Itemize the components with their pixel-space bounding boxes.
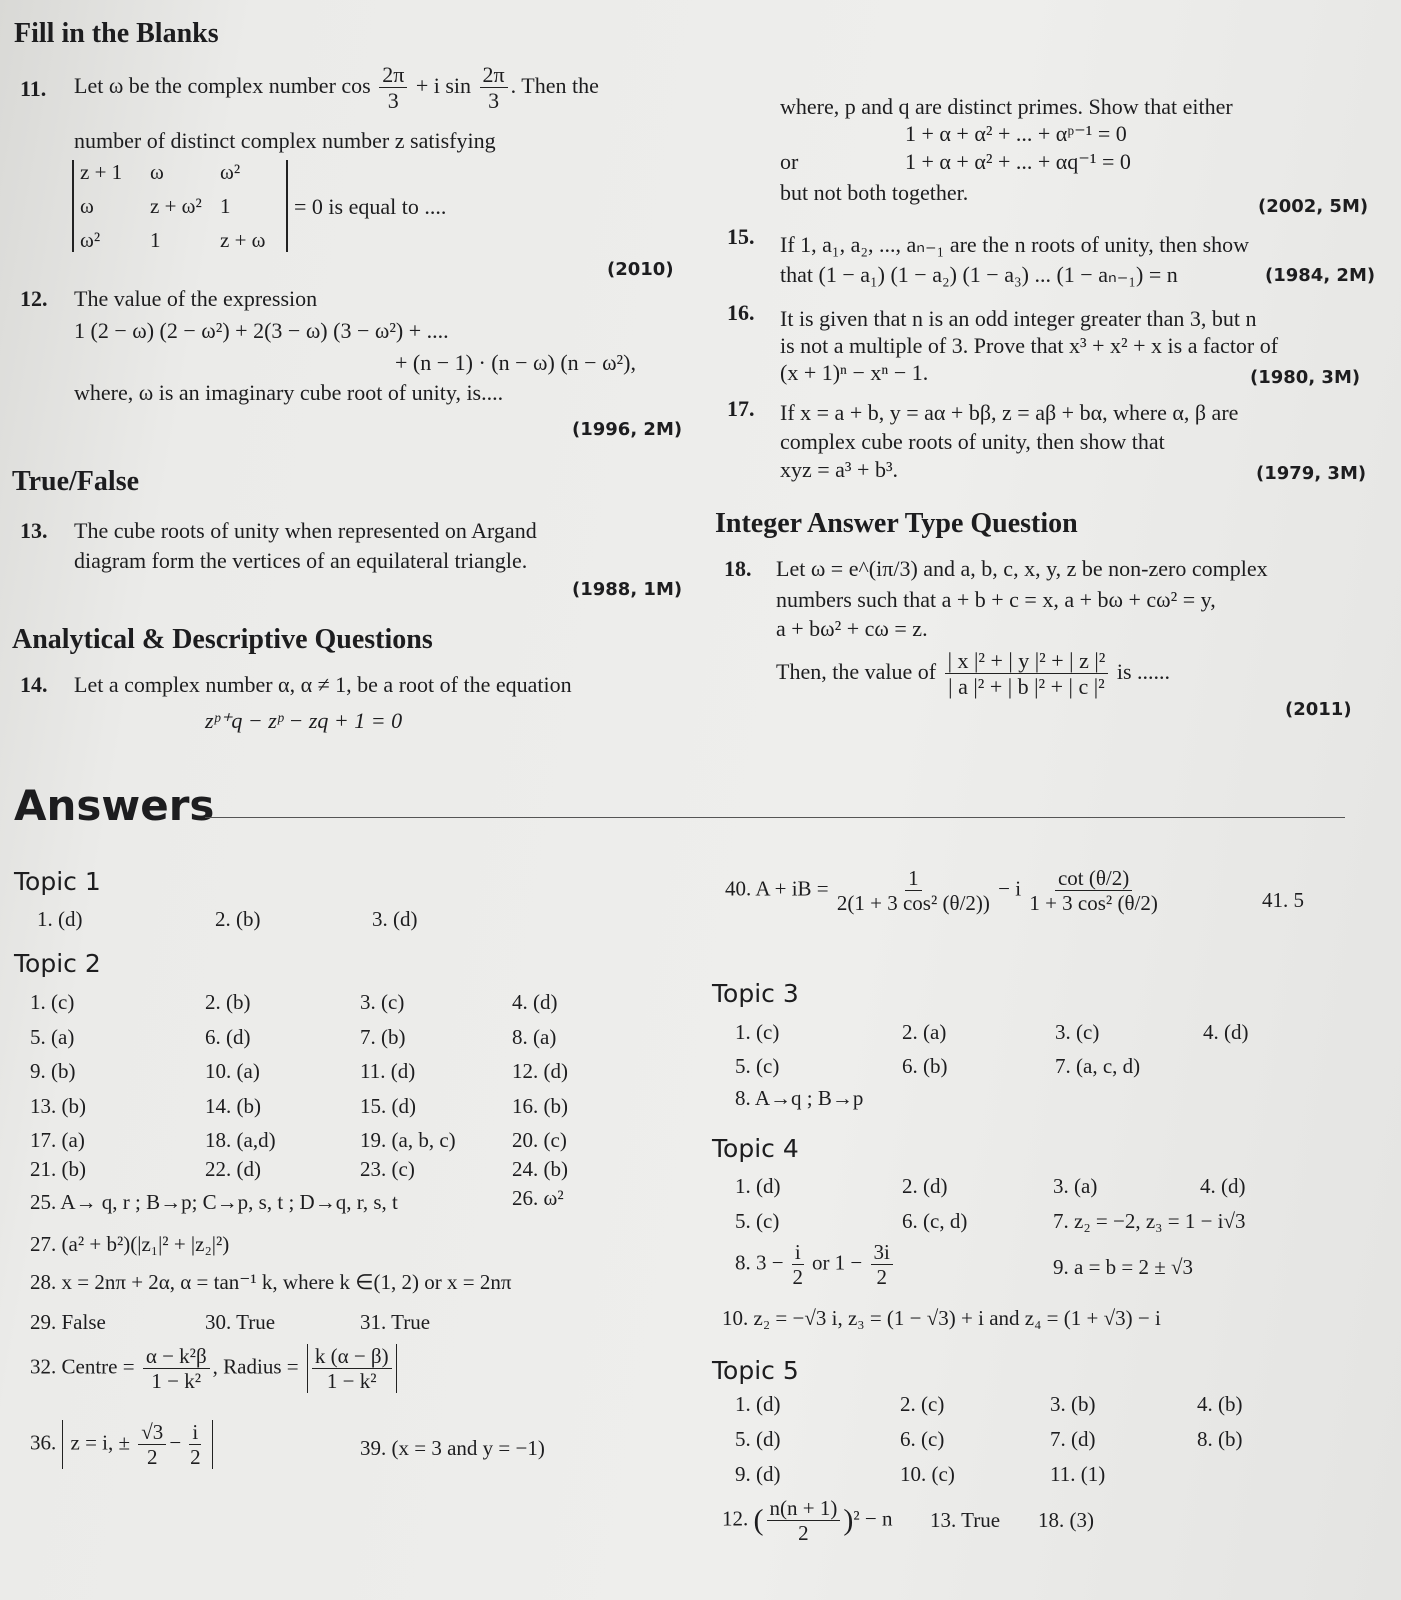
answer: 17. (a): [30, 1128, 85, 1152]
numerator: i: [189, 1420, 201, 1445]
answer: 28. x = 2nπ + 2α, α = tan⁻¹ k, where k ∈(1, 2) or x = 2nπ: [30, 1270, 512, 1294]
fraction: [871, 1240, 893, 1289]
question-14-line-1: Let a complex number α, α ≠ 1, be a root of the equation: [74, 672, 572, 697]
question-17-line-3: xyz = a³ + b³.: [780, 457, 899, 482]
topic-heading: Topic 1: [14, 867, 101, 896]
answer: 4. (d): [1200, 1174, 1246, 1198]
answer: 14. (b): [205, 1094, 261, 1118]
answer: 11. (d): [360, 1059, 416, 1083]
answer: 2. (b): [215, 907, 261, 931]
year-tag: (2011): [1285, 699, 1352, 720]
numerator: i: [792, 1240, 804, 1265]
fraction: [379, 62, 407, 114]
answer: 3. (b): [1050, 1392, 1096, 1416]
answer: 9. a = b = 2 ± √3: [1053, 1255, 1194, 1279]
denominator: 1 − k²: [151, 1369, 202, 1394]
section-heading-analytical: Analytical & Descriptive Questions: [12, 624, 433, 655]
numerator: 2π: [379, 62, 407, 88]
answer: 2. (c): [900, 1392, 945, 1416]
fraction: [837, 866, 990, 915]
question-18-line-1: Let ω = e^(iπ/3) and a, b, c, x, y, z be non-zero complex: [776, 556, 1268, 581]
answers-heading: Answers: [14, 781, 215, 830]
text: Let ω be the complex number cos: [74, 72, 371, 98]
numerator: k (α − β): [312, 1344, 392, 1369]
question-16-line-1: It is given that n is an odd integer greater than 3, but n: [780, 306, 1257, 331]
question-14-equation: zᵖ⁺q − zᵖ − zq + 1 = 0: [205, 708, 403, 733]
question-18-line-2: numbers such that a + b + c = x, a + bω + cω² = y,: [776, 587, 1216, 612]
question-12-line-4: where, ω is an imaginary cube root of unity, is....: [74, 380, 504, 405]
question-number: 17.: [727, 396, 755, 421]
text: 36.: [30, 1430, 57, 1455]
cell: 1: [150, 228, 161, 253]
determinant-equation: [72, 160, 446, 252]
text: z = i, ±: [70, 1430, 131, 1455]
text: 32. Centre =: [30, 1354, 135, 1379]
answer: 11. (1): [1050, 1462, 1106, 1486]
answer: 7. z₂ = −2, z₃ = 1 − i√3: [1053, 1209, 1246, 1233]
determinant: [72, 160, 288, 252]
denominator: 3: [488, 88, 500, 114]
answer: 27. (a² + b²)(|z₁|² + |z₂|²): [30, 1232, 230, 1256]
text: + i sin: [415, 72, 472, 98]
answer: 7. (a, c, d): [1055, 1054, 1141, 1078]
question-number: 11.: [20, 76, 47, 101]
answer: 4. (b): [1197, 1392, 1243, 1416]
topic-heading: Topic 5: [712, 1356, 799, 1385]
answer: 15. (d): [360, 1094, 416, 1118]
question-16-line-3: (x + 1)ⁿ − xⁿ − 1.: [780, 360, 929, 385]
fraction: [307, 1344, 397, 1393]
denominator: 1 + 3 cos² (θ/2): [1029, 891, 1158, 916]
answer: 18. (3): [1038, 1508, 1094, 1532]
text: ² − n: [853, 1506, 893, 1531]
denominator: 2: [798, 1521, 809, 1546]
fraction: [189, 1420, 201, 1469]
text: 12.: [722, 1506, 749, 1531]
answer: 31. True: [360, 1310, 431, 1334]
answer: 4. (d): [512, 990, 558, 1014]
question-15-line-1: If 1, a₁, a₂, ..., aₙ₋₁ are the n roots of unity, then show: [780, 232, 1250, 257]
answer: 19. (a, b, c): [360, 1128, 456, 1152]
denominator: 2(1 + 3 cos² (θ/2)): [836, 891, 990, 916]
answer: 5. (a): [30, 1025, 75, 1049]
answer: 22. (d): [205, 1157, 261, 1181]
answer-40: [725, 866, 1161, 915]
year-tag: (1996, 2M): [572, 419, 683, 440]
question-number: 18.: [724, 556, 752, 581]
equation-1: 1 + α + α² + ... + αᵖ⁻¹ = 0: [905, 121, 1127, 146]
fraction: [138, 1420, 166, 1469]
denominator: 2: [147, 1445, 158, 1470]
denominator: 1 − k²: [326, 1369, 377, 1394]
paren: ): [843, 1503, 854, 1537]
fraction: [143, 1344, 210, 1393]
text: 8. 3 −: [735, 1250, 784, 1275]
answer: 5. (c): [735, 1054, 780, 1078]
answer: 29. False: [30, 1310, 106, 1334]
cell: z + 1: [80, 160, 123, 184]
answer: 12. (d): [512, 1059, 568, 1083]
fraction: [767, 1496, 841, 1545]
answer: 6. (c): [900, 1427, 945, 1451]
cell: z + ω: [220, 228, 266, 253]
denominator: 2: [876, 1265, 887, 1290]
question-number: 12.: [20, 286, 48, 311]
numerator: 1: [905, 866, 922, 891]
answer: 39. (x = 3 and y = −1): [360, 1436, 545, 1460]
numerator: 2π: [480, 62, 508, 88]
question-11-line-2: number of distinct complex number z satisfying: [74, 128, 496, 153]
denominator: 2: [792, 1265, 804, 1290]
answer: 3. (c): [1055, 1020, 1100, 1044]
cell: ω²: [220, 160, 241, 184]
question-number: 13.: [20, 518, 48, 543]
cell: z + ω²: [150, 194, 202, 219]
answer: 21. (b): [30, 1157, 86, 1181]
equation-2: 1 + α + α² + ... + αq⁻¹ = 0: [905, 149, 1131, 174]
numerator: n(n + 1): [767, 1496, 841, 1521]
text-line: but not both together.: [780, 180, 969, 205]
answer: 13. (b): [30, 1094, 86, 1118]
question-number: 15.: [727, 224, 755, 249]
section-heading-integer: Integer Answer Type Question: [715, 508, 1078, 539]
question-12-line-1: The value of the expression: [74, 286, 318, 311]
answer: 1. (d): [37, 907, 83, 931]
answer-12: [722, 1496, 892, 1545]
paren: (: [753, 1503, 764, 1537]
question-17-line-2: complex cube roots of unity, then show that: [780, 429, 1165, 454]
topic-heading: Topic 3: [712, 979, 799, 1008]
text: . Then the: [510, 72, 599, 98]
answer: 8. (b): [1197, 1427, 1243, 1451]
question-number: 14.: [20, 672, 48, 697]
numerator: | x |² + | y |² + | z |²: [945, 648, 1109, 674]
answer: 3. (a): [1053, 1174, 1098, 1198]
answer: 30. True: [205, 1310, 276, 1334]
answer-8: [735, 1240, 896, 1289]
fraction: [792, 1240, 804, 1289]
answer: 1. (d): [735, 1392, 781, 1416]
answer: 2. (d): [902, 1174, 948, 1198]
cell: 1: [220, 194, 231, 219]
answer: 5. (d): [735, 1427, 781, 1451]
question-18-line-3: a + bω² + cω = z.: [776, 616, 928, 641]
question-12-line-3: + (n − 1) · (n − ω) (n − ω²),: [395, 350, 636, 375]
text: , Radius =: [212, 1354, 299, 1379]
question-13-line-2: diagram form the vertices of an equilateral triangle.: [74, 548, 528, 573]
answer: 16. (b): [512, 1094, 568, 1118]
answer: 10. (c): [900, 1462, 955, 1486]
answer: 6. (d): [205, 1025, 251, 1049]
cell: ω²: [80, 228, 101, 253]
numerator: 3i: [871, 1240, 893, 1265]
answer: 3. (c): [360, 990, 405, 1014]
numerator: √3: [138, 1420, 166, 1445]
answer: 3. (d): [372, 907, 418, 931]
numerator: α − k²β: [143, 1344, 210, 1369]
answer: 2. (b): [205, 990, 251, 1014]
year-tag: (1979, 3M): [1256, 463, 1367, 484]
question-number: 16.: [727, 300, 755, 325]
year-tag: (2002, 5M): [1258, 196, 1369, 217]
question-15-line-2: that (1 − a₁) (1 − a₂) (1 − a₃) ... (1 − aₙ₋₁) = n: [780, 262, 1178, 287]
question-17-line-1: If x = a + b, y = aα + bβ, z = aβ + bα, where α, β are: [780, 400, 1239, 425]
bracket: [62, 1420, 214, 1469]
answer: 1. (c): [30, 990, 75, 1014]
fraction: [480, 62, 508, 114]
answer: 7. (b): [360, 1025, 406, 1049]
answer: 8. A→q ; B→p: [735, 1086, 864, 1110]
answer: 23. (c): [360, 1157, 415, 1181]
answer: 1. (d): [735, 1174, 781, 1198]
denominator: | a |² + | b |² + | c |²: [948, 674, 1105, 700]
answer: 5. (c): [735, 1209, 780, 1233]
answer-32: [30, 1344, 400, 1393]
answer: 13. True: [930, 1508, 1001, 1532]
divider: [205, 817, 1345, 818]
answer: 25. A→ q, r ; B→p; C→p, s, t ; D→q, r, s, t: [30, 1190, 398, 1214]
cell: ω: [80, 194, 94, 219]
answer: 10. (a): [205, 1059, 260, 1083]
answer: 24. (b): [512, 1157, 568, 1181]
answer: 1. (c): [735, 1020, 780, 1044]
answer: 6. (b): [902, 1054, 948, 1078]
or-text: or: [780, 149, 799, 174]
section-heading-true-false: True/False: [12, 466, 140, 497]
cell: ω: [150, 160, 164, 184]
denominator: 2: [190, 1445, 201, 1470]
text: = 0 is equal to ....: [294, 193, 447, 219]
fraction: [1029, 866, 1158, 915]
answer: 20. (c): [512, 1128, 567, 1152]
answer: 6. (c, d): [902, 1209, 968, 1233]
answer: 26. ω²: [512, 1186, 564, 1210]
text: −: [169, 1430, 182, 1455]
text: is ......: [1116, 658, 1171, 684]
answer: 9. (d): [735, 1462, 781, 1486]
question-11-line-1: [74, 62, 599, 114]
answer: 18. (a,d): [205, 1128, 276, 1152]
question-18-line-4: [776, 648, 1170, 700]
topic-heading: Topic 4: [712, 1134, 799, 1163]
answer: 8. (a): [512, 1025, 557, 1049]
question-16-line-2: is not a multiple of 3. Prove that x³ + x² + x is a factor of: [780, 333, 1279, 358]
answer: 2. (a): [902, 1020, 947, 1044]
year-tag: (2010): [607, 259, 674, 280]
text: Then, the value of: [776, 658, 937, 684]
year-tag: (1980, 3M): [1250, 367, 1361, 388]
topic-heading: Topic 2: [14, 949, 101, 978]
denominator: 3: [387, 88, 399, 114]
section-heading-fill-blanks: Fill in the Blanks: [14, 18, 219, 49]
answer: 9. (b): [30, 1059, 76, 1083]
numerator: cot (θ/2): [1055, 866, 1132, 891]
year-tag: (1984, 2M): [1265, 265, 1376, 286]
text: 40. A + iB =: [725, 876, 829, 901]
fraction: [945, 648, 1109, 700]
text: or 1 −: [811, 1250, 863, 1275]
answer: 41. 5: [1262, 888, 1304, 912]
answer: 7. (d): [1050, 1427, 1096, 1451]
question-13-line-1: The cube roots of unity when represented on Argand: [74, 518, 537, 543]
year-tag: (1988, 1M): [572, 579, 683, 600]
question-14-continued: where, p and q are distinct primes. Show that either: [780, 94, 1233, 119]
question-12-line-2: 1 (2 − ω) (2 − ω²) + 2(3 − ω) (3 − ω²) + ....: [74, 318, 449, 343]
text: − i: [998, 876, 1022, 901]
answer: 4. (d): [1203, 1020, 1249, 1044]
answer-36: [30, 1420, 213, 1469]
answer: 10. z₂ = −√3 i, z₃ = (1 − √3) + i and z₄ = (1 + √3) − i: [722, 1306, 1161, 1330]
